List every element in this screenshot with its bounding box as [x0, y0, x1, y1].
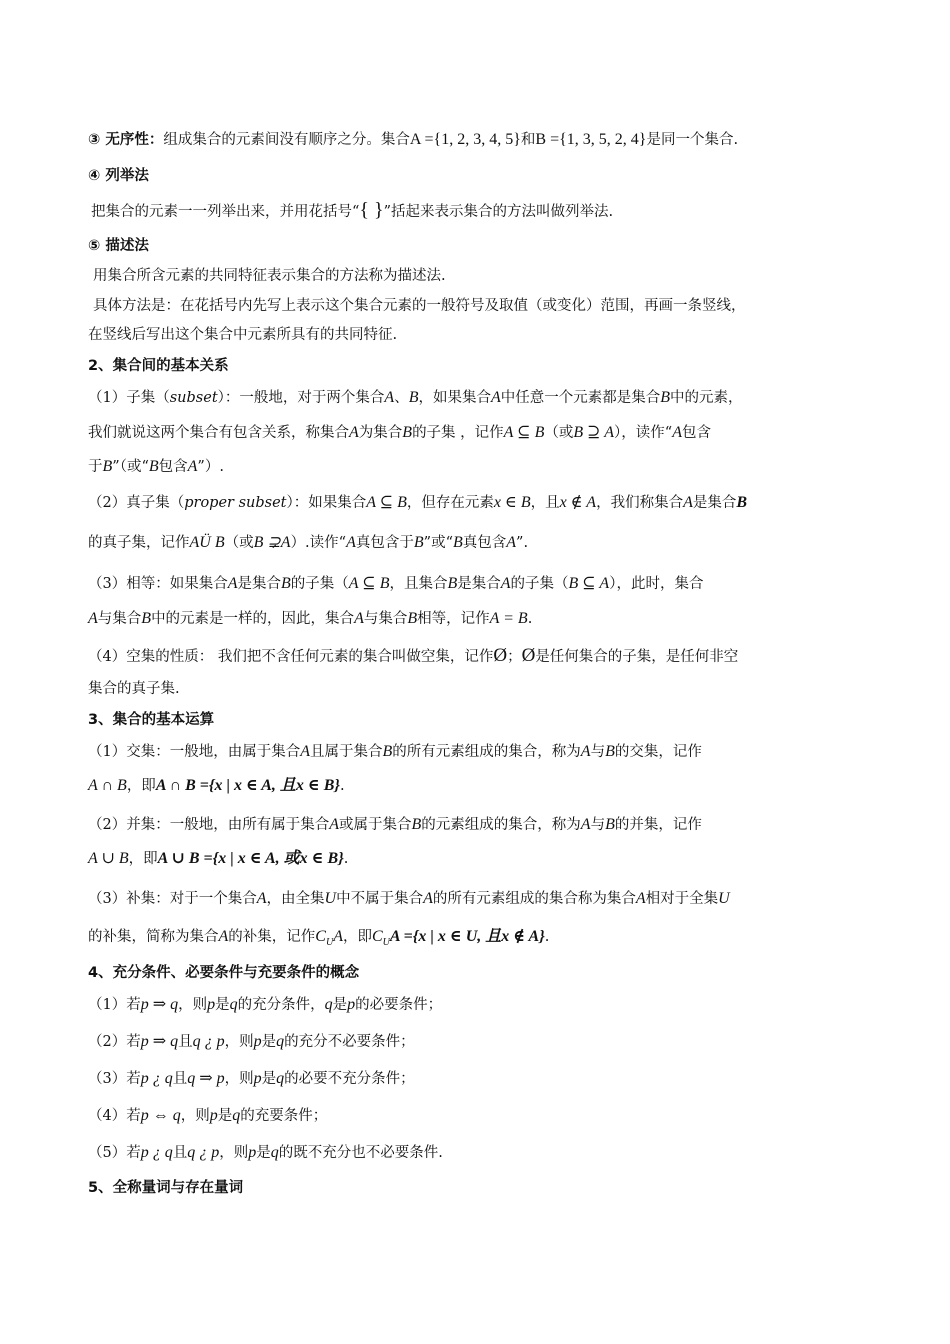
math: A — [635, 890, 646, 907]
math: A — [506, 534, 517, 551]
math: B — [402, 424, 413, 441]
text: 为集合 — [358, 425, 403, 441]
empty-set-symbol: Ø — [521, 645, 536, 666]
math: B — [141, 610, 152, 627]
description-line-1: 用集合所含元素的共同特征表示集合的方法称为描述法. — [93, 268, 446, 284]
english-term: proper subset — [184, 495, 287, 511]
text: 与 — [590, 744, 606, 760]
text: 的元素组成的集合，称为 — [421, 817, 581, 833]
text: 且属于集合 — [310, 744, 383, 760]
text: ，我们称集合 — [596, 495, 684, 511]
math: A — [300, 743, 311, 760]
math: A ⊆ B — [348, 575, 390, 592]
math: B — [605, 816, 615, 833]
text: 的所有元素组成的集合称为集合 — [432, 891, 636, 907]
section-3-heading: 3、集合的基本运算 — [88, 712, 215, 728]
math: A — [683, 494, 693, 511]
math-complement-def: A ={x | x ∈ U, 且x ∉ A} — [389, 928, 545, 945]
math: q — [276, 1033, 285, 1050]
math: A — [88, 610, 98, 627]
text: 中任意一个元素都是集合 — [500, 390, 661, 406]
intersection-line-1 — [88, 740, 880, 764]
math: B — [407, 610, 418, 627]
subset-line-2 — [88, 421, 880, 445]
math: p — [207, 996, 216, 1013]
math: q ¿ p — [187, 1144, 220, 1161]
math: B — [452, 534, 463, 551]
proper-subset-line-1 — [88, 491, 880, 515]
text: . — [340, 778, 345, 794]
text: 的子集 ，记作 — [412, 425, 504, 441]
math: q — [324, 996, 333, 1013]
subset-line-1 — [88, 386, 880, 410]
text: 与集合 — [97, 611, 142, 627]
text: 且 — [172, 1145, 188, 1161]
math: A ∩ B — [88, 777, 127, 794]
math: A — [187, 458, 198, 475]
text: 的既不充分也不必要条件. — [278, 1145, 443, 1161]
math-set-b: B ={1, 3, 5, 2, 4} — [535, 131, 647, 148]
text: 于 — [88, 459, 103, 475]
math-braces: { } — [359, 199, 384, 221]
text: ； — [507, 649, 522, 665]
math: p ¿ q — [140, 1144, 173, 1161]
math: A — [384, 389, 395, 406]
text: ，则 — [178, 997, 208, 1013]
math: p ¿ q — [140, 1070, 173, 1087]
text: （5）若 — [88, 1145, 141, 1161]
text: 的交集，记作 — [614, 744, 702, 760]
math: x ∈ B — [493, 494, 531, 511]
equality-line-1 — [88, 572, 880, 596]
text: 是同一个集合. — [646, 132, 739, 148]
math: B — [605, 743, 615, 760]
text: ，由全集 — [266, 891, 325, 907]
math: B — [281, 575, 291, 592]
math: U — [324, 890, 337, 907]
math: A — [500, 575, 511, 592]
text: 是集合 — [692, 495, 737, 511]
math: B — [411, 816, 422, 833]
math: A — [672, 424, 682, 441]
math: q ¿ p — [192, 1033, 225, 1050]
condition-line-3 — [88, 1067, 880, 1091]
text: 是 — [332, 997, 348, 1013]
math: A — [333, 928, 343, 945]
math: p — [209, 1107, 218, 1124]
union-line-2 — [88, 847, 880, 871]
text: ”括起来表示集合的方法叫做列举法. — [383, 204, 614, 220]
text: ”（或“ — [112, 459, 149, 475]
text: ”. — [516, 535, 529, 551]
text: 中不属于集合 — [336, 891, 424, 907]
math: A ∪ B — [88, 850, 129, 867]
math: A — [423, 890, 433, 907]
text: ，且集合 — [389, 576, 448, 592]
english-term: subset — [169, 390, 218, 406]
text: 的所有元素组成的集合，称为 — [392, 744, 581, 760]
text: 是任何集合的子集，是任何非空 — [535, 649, 739, 665]
section-4-heading: 4、充分条件、必要条件与充要条件的概念 — [88, 965, 360, 981]
text: 真包含于 — [355, 535, 414, 551]
text: . — [544, 929, 550, 945]
unordered-heading: ③ 无序性： — [88, 132, 164, 148]
text: 或属于集合 — [339, 817, 412, 833]
text: ）：如果集合 — [286, 495, 367, 511]
text: 组成集合的元素间没有顺序之分。集合 — [163, 132, 410, 148]
text: ）：一般地，对于两个集合 — [217, 390, 385, 406]
text: ）.读作“ — [290, 535, 347, 551]
text: 是 — [217, 1108, 233, 1124]
unordered-property-line — [88, 128, 880, 152]
intersection-line-2 — [88, 774, 880, 798]
math: p ⇔ q — [140, 1107, 181, 1124]
math: A = B — [489, 610, 528, 627]
text: 中的元素， — [670, 390, 743, 406]
text: 与 — [590, 817, 606, 833]
condition-line-5 — [88, 1141, 880, 1165]
text: （1）子集（ — [88, 390, 170, 406]
union-line-1 — [88, 813, 880, 837]
text: （3）补集：对于一个集合 — [88, 891, 257, 907]
math: q ⇒ p — [187, 1070, 225, 1087]
text: 相等，记作 — [417, 611, 490, 627]
text: ，则 — [224, 1034, 254, 1050]
math: B — [660, 389, 671, 406]
text: 的补集，简称为集合 — [88, 929, 219, 945]
text: 、 — [394, 390, 409, 406]
proper-subset-line-2 — [88, 531, 880, 555]
math: AÜ B — [189, 534, 225, 551]
text: （2）并集：一般地，由所有属于集合 — [88, 817, 330, 833]
math-subscript: U — [382, 936, 390, 948]
text: ，即 — [128, 851, 158, 867]
text: （1）交集：一般地，由属于集合 — [88, 744, 301, 760]
math: B — [148, 458, 159, 475]
condition-line-2 — [88, 1030, 880, 1054]
empty-set-line-1 — [88, 644, 880, 669]
math: p — [248, 1144, 257, 1161]
math: p — [347, 996, 356, 1013]
math: A — [580, 743, 591, 760]
math: B — [382, 743, 393, 760]
math: A — [256, 890, 267, 907]
text: 的充分条件， — [237, 997, 325, 1013]
text: 把集合的元素一一列举出来，并用花括号“ — [91, 204, 360, 220]
text: ，则 — [219, 1145, 249, 1161]
math: B ⊆ A — [568, 575, 610, 592]
text: 的真子集，记作 — [88, 535, 190, 551]
text: 包含 — [158, 459, 188, 475]
math: q — [276, 1070, 285, 1087]
math: A — [227, 575, 238, 592]
text: 和 — [520, 132, 536, 148]
math: B — [447, 575, 458, 592]
math: A — [354, 610, 364, 627]
math: A ⊆ B — [503, 424, 545, 441]
math-union-def: A ∪ B ={x | x ∈ A, 或x ∈ B} — [157, 850, 344, 867]
math: x ∉ A — [559, 494, 597, 511]
text: 真包含 — [462, 535, 507, 551]
math: A — [490, 389, 501, 406]
math: A — [580, 816, 591, 833]
listing-method-heading: ④ 列举法 — [88, 168, 149, 184]
math-set-a: A ={1, 2, 3, 4, 5} — [409, 131, 521, 148]
text: 的充要条件； — [240, 1108, 328, 1124]
text: 的充分不必要条件； — [284, 1034, 415, 1050]
text: （4）若 — [88, 1108, 141, 1124]
section-5-heading: 5、全称量词与存在量词 — [88, 1180, 244, 1196]
text: 是 — [215, 997, 230, 1013]
text: 的并集，记作 — [614, 817, 702, 833]
equality-line-2 — [88, 607, 880, 631]
math: C — [315, 928, 326, 945]
math: B — [408, 389, 419, 406]
math: A — [346, 534, 356, 551]
text: 的补集，记作 — [228, 929, 316, 945]
text: ，则 — [180, 1108, 210, 1124]
text: （3）若 — [88, 1071, 141, 1087]
text: ，即 — [342, 929, 372, 945]
math: q — [270, 1144, 279, 1161]
condition-line-1 — [88, 993, 880, 1017]
math: p — [253, 1033, 262, 1050]
text: 是集合 — [237, 576, 282, 592]
text: 的子集（ — [510, 576, 569, 592]
text: 是 — [256, 1145, 271, 1161]
description-line-2: 具体方法是：在花括号内先写上表示这个集合元素的一般符号及取值（或变化）范围，再画一条竖线， — [93, 298, 746, 314]
text: 我们就说这两个集合有包含关系，称集合 — [88, 425, 349, 441]
text: 且 — [178, 1034, 193, 1050]
math: U — [718, 890, 730, 907]
text: ，但存在元素 — [406, 495, 494, 511]
math: q — [232, 1107, 241, 1124]
math: A ⊆ B — [366, 494, 407, 511]
text: 中的元素是一样的，因此，集合 — [151, 611, 355, 627]
math: A — [329, 816, 340, 833]
text: （2）真子集（ — [88, 495, 185, 511]
text: ”或“ — [423, 535, 453, 551]
text: 相对于全集 — [645, 891, 719, 907]
text: ），此时，集合 — [609, 576, 704, 592]
text: ，如果集合 — [418, 390, 491, 406]
listing-method-desc — [91, 198, 880, 224]
math: p — [253, 1070, 262, 1087]
math: B ⊋A — [253, 534, 291, 551]
text: . — [343, 851, 349, 867]
empty-set-line-2: 集合的真子集. — [88, 681, 180, 697]
condition-line-4 — [88, 1104, 880, 1128]
text: 是 — [261, 1071, 277, 1087]
text: （1）若 — [88, 997, 141, 1013]
text: 与集合 — [363, 611, 408, 627]
text: （或 — [544, 425, 574, 441]
text: ，且 — [530, 495, 560, 511]
text: 且 — [172, 1071, 188, 1087]
text: 的子集（ — [290, 576, 349, 592]
math: A — [218, 928, 229, 945]
text: （或 — [224, 535, 254, 551]
math: A — [349, 424, 359, 441]
empty-set-symbol: Ø — [493, 645, 508, 666]
text: 的必要不充分条件； — [284, 1071, 415, 1087]
text: ，则 — [224, 1071, 254, 1087]
math: B ⊇ A — [573, 424, 615, 441]
complement-line-2 — [88, 925, 880, 955]
math: q — [229, 996, 238, 1013]
math: B — [413, 534, 424, 551]
text: ，即 — [126, 778, 156, 794]
math: p ⇒ q — [140, 996, 179, 1013]
text: ），读作“ — [614, 425, 673, 441]
text: ”）. — [197, 459, 224, 475]
math-intersection-def: A ∩ B ={x | x ∈ A, 且x ∈ B} — [155, 777, 340, 794]
text: （3）相等：如果集合 — [88, 576, 228, 592]
math: p ⇒ q — [140, 1033, 179, 1050]
text: 的必要条件； — [355, 997, 443, 1013]
description-line-3: 在竖线后写出这个集合中元素所具有的共同特征. — [88, 327, 398, 343]
text: . — [527, 611, 533, 627]
complement-line-1 — [88, 887, 880, 911]
text: 是 — [261, 1034, 277, 1050]
section-2-heading: 2、集合间的基本关系 — [88, 358, 229, 374]
description-method-heading: ⑤ 描述法 — [88, 238, 149, 254]
math: B — [736, 494, 748, 511]
math-subscript: U — [325, 936, 334, 948]
math: B — [102, 458, 113, 475]
math: C — [371, 928, 383, 945]
text: 是集合 — [457, 576, 501, 592]
text: （2）若 — [88, 1034, 141, 1050]
text: （4）空集的性质： 我们把不含任何元素的集合叫做空集，记作 — [88, 649, 494, 665]
subset-line-3 — [88, 455, 880, 479]
text: 包含 — [681, 425, 711, 441]
